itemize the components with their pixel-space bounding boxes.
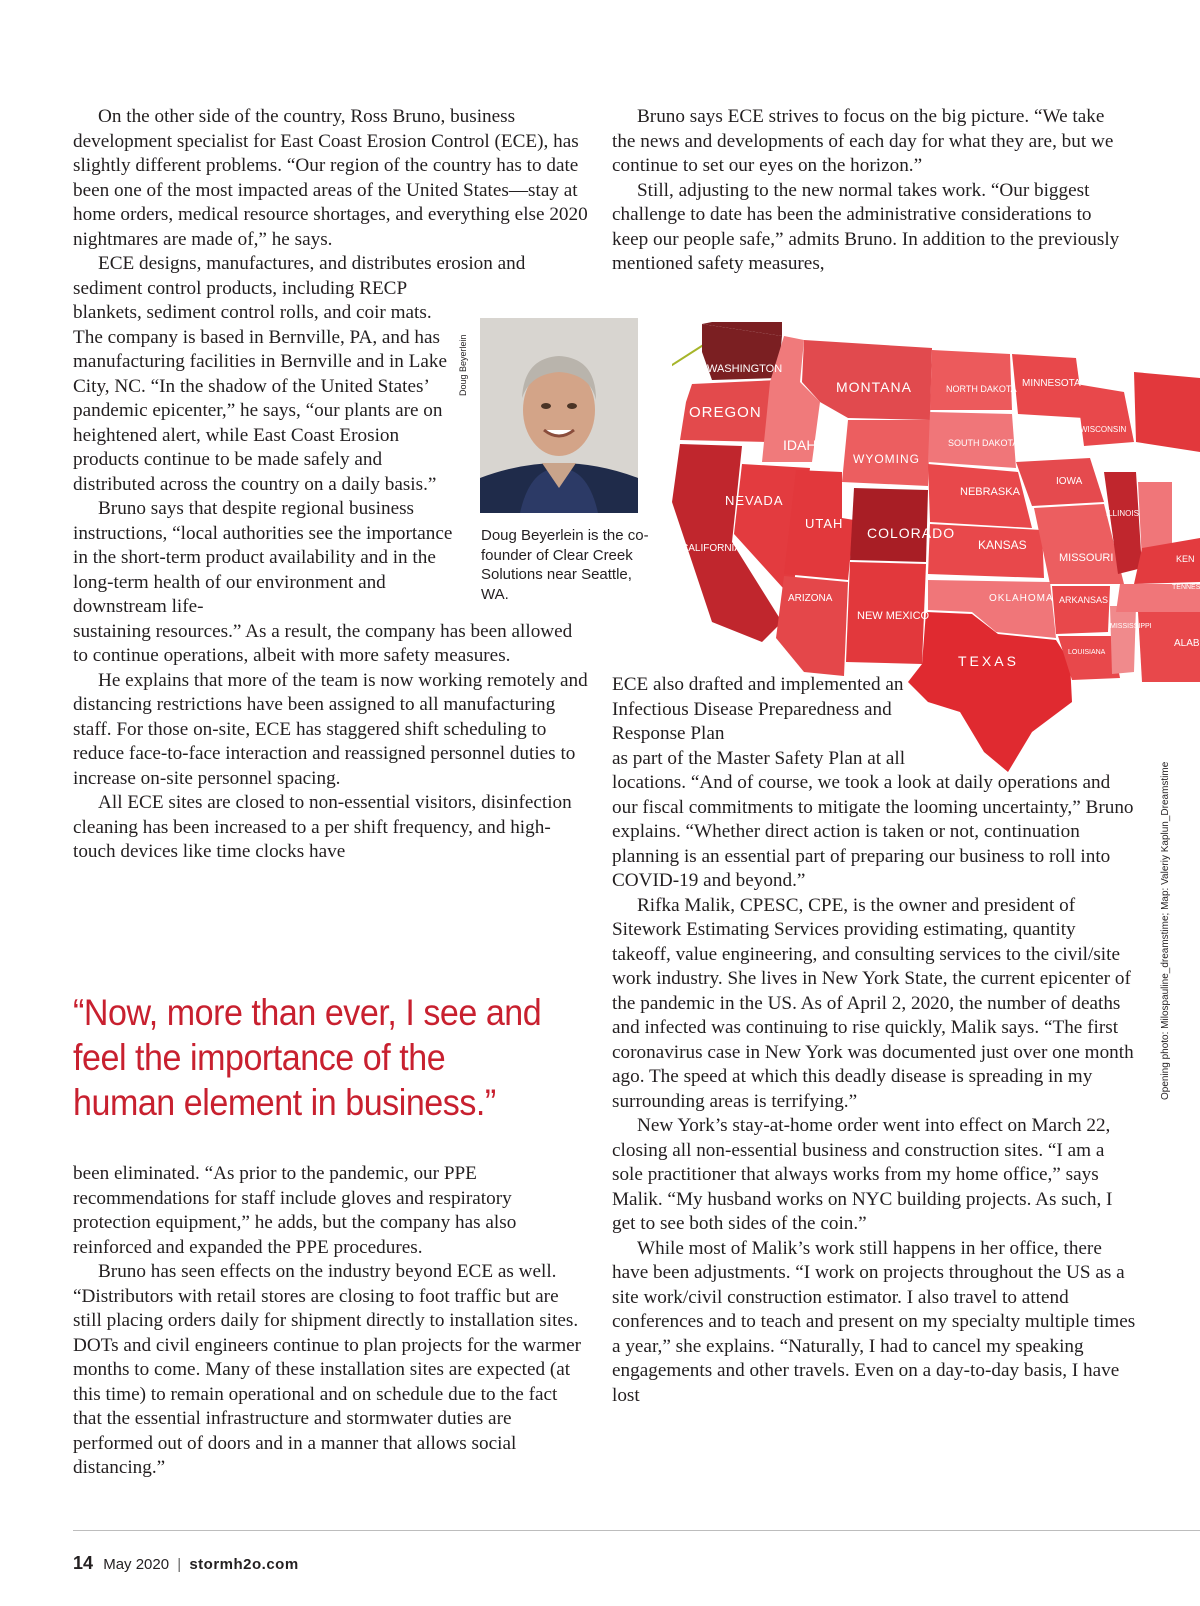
paragraph-line: as part of the Master Safety Plan at all	[612, 747, 906, 769]
paragraph-wrapped: sediment control products, including RECP blankets, sediment control rolls, and coir mats. The company is based in Bernville, PA, and has manufacturing facilities in Bernville and in Lake City, NC. “In the shadow of the United States’ pandemic epicenter,” he says, “our plants are on heightened alert, while East Coast Erosion products continue to be made safely and distributed across the country on a daily basis.”	[73, 277, 448, 495]
map-label-south-dakota: SOUTH DAKOTA	[948, 438, 1019, 448]
state-north-dakota	[930, 350, 1012, 410]
footer-separator: |	[177, 1556, 182, 1573]
map-label-arizona: ARIZONA	[788, 593, 833, 604]
paragraph: New York’s stay-at-home order went into effect on March 22, closing all non-essential business and construction sites. “I am a sole practitioner that always works from my home office,” says Malik. “My husband works on NYC building projects. As such, I get to see both sides of the coin.”	[612, 1115, 1113, 1234]
map-label-montana: MONTANA	[836, 379, 912, 395]
paragraph: While most of Malik’s work still happens in her office, there have been adjustments. “I work on projects throughout the US as a site work/civil construction estimator. I also travel to attend conferences and to teach and present on my specialty multiple times a year,” she explains. “Naturally, I had to cancel my speaking engagements and other travels. Even on a day-to-day basis, I have lost	[612, 1237, 1136, 1406]
map-label-north-dakota: NORTH DAKOTA	[946, 384, 1017, 394]
state-wisconsin	[1076, 384, 1134, 446]
map-label-oregon: OREGON	[689, 404, 762, 421]
paragraph: Bruno says ECE strives to focus on the big picture. “We take the news and developments of each day for what they are, but we continue to set our eyes on the horizon.”	[612, 106, 1114, 176]
map-label-mississippi: MISSISSIPPI	[1110, 623, 1152, 630]
paragraph: been eliminated. “As prior to the pandemic, our PPE recommendations for staff include gloves and respiratory protection equipment,” he adds, but the company has also reinforced and expanded the PPE procedures.	[73, 1163, 517, 1258]
paragraph: On the other side of the country, Ross Bruno, business development specialist for East Coast Erosion Control (ECE), has slightly different problems. “Our region of the country has to date been one of the most impacted areas of the United States—stay at home orders, medical resource shortages, and everything else 2020 nightmares are made of,” he says.	[73, 106, 588, 250]
column-2-top	[612, 105, 1127, 277]
paragraph: He explains that more of the team is now working remotely and distancing restrictions have been assigned to all manufacturing staff. For those on-site, ECE has staggered shift scheduling to reduce face-to-face interaction and reassigned personnel duties to increase on-site personnel spacing.	[73, 669, 588, 789]
paragraph-wrapped: ECE also drafted and implemented an Infectious Disease Preparedness and Response Plan	[612, 674, 904, 744]
photo-credit: Doug Beyerlein	[458, 334, 468, 396]
state-arizona	[776, 576, 848, 676]
map-label-wisconsin: WISCONSIN	[1080, 425, 1127, 434]
map-label-kentucky: KEN	[1176, 554, 1195, 564]
paragraph: Still, adjusting to the new normal takes work. “Our biggest challenge to date has been the administrative considerations to keep our people safe,” admits Bruno. In addition to the previously mentioned safety measures,	[612, 179, 1120, 274]
map-label-indiana: INDIA	[1174, 499, 1193, 506]
photo-caption: Doug Beyerlein is the co-founder of Clear Creek Solutions near Seattle, WA.	[481, 527, 649, 603]
map-label-wyoming: WYOMING	[853, 452, 920, 466]
paragraph: locations. “And of course, we took a look at daily operations and our fiscal commitments to mitigate the looming uncertainty,” Bruno explains. “Whether direct action is taken or not, continuation planning is an essential part of preparing our business to roll into COVID-19 and beyond.”	[612, 772, 1134, 891]
column-2-bottom	[612, 673, 1137, 1408]
website-link[interactable]: stormh2o.com	[189, 1556, 299, 1573]
paragraph-wrapped: Bruno says that despite regional business instructions, “local authorities see the importance in the short-term product availability and in the long-term health of our environment and downstream life-	[73, 498, 453, 617]
map-label-idaho: IDAHO	[783, 437, 828, 453]
map-label-california: CALIFORNIA	[681, 543, 742, 554]
map-label-tennessee: TENNES	[1172, 584, 1200, 591]
state-arkansas	[1052, 586, 1110, 634]
portrait-illustration	[480, 318, 638, 513]
map-label-louisiana: LOUISIANA	[1068, 649, 1106, 656]
map-label-new-mexico: NEW MEXICO	[857, 610, 930, 622]
page-footer	[73, 1553, 299, 1574]
footer-rule	[73, 1530, 1200, 1531]
map-label-iowa: IOWA	[1056, 476, 1083, 487]
page-number: 14	[73, 1553, 94, 1573]
paragraph: Rifka Malik, CPESC, CPE, is the owner and president of Sitework Estimating Services providing estimating, quantity takeoff, value engineering, and consulting services to the civil/site work industry. She lives in New York State, the current epicenter of the pandemic in the US. As of April 2, 2020, the number of deaths and infected was continuing to rise quickly, Malik says. “The first coronavirus case in New York was documented just over one month ago. The speed at which this deadly disease is spreading in my surrounding areas is terrifying.”	[612, 894, 1134, 1112]
map-label-alabama: ALAB	[1174, 638, 1200, 649]
map-label-arkansas: ARKANSAS	[1059, 595, 1109, 605]
state-mississippi	[1110, 606, 1136, 674]
map-label-missouri: MISSOURI	[1059, 552, 1114, 564]
paragraph: All ECE sites are closed to non-essential visitors, disinfection cleaning has been increased to a per shift frequency, and high-touch devices like time clocks have	[73, 792, 572, 862]
map-label-washington: WASHINGTON	[707, 363, 783, 375]
portrait-photo	[480, 318, 638, 513]
map-label-nebraska: NEBRASKA	[960, 486, 1020, 498]
image-credit: Opening photo: Milospauline_dreamstime; Map: Valeriy Kaplun_Dreamstime	[1160, 761, 1171, 1100]
map-label-minnesota: MINNESOTA	[1022, 378, 1081, 389]
map-label-oklahoma: OKLAHOMA	[989, 593, 1054, 604]
issue-date: May 2020	[103, 1556, 170, 1573]
map-label-colorado: COLORADO	[867, 525, 956, 541]
map-label-utah: UTAH	[805, 516, 844, 531]
map-label-kansas: KANSAS	[978, 538, 1027, 552]
column-1-bottom	[73, 1162, 588, 1481]
state-michigan	[1134, 372, 1200, 452]
pull-quote: “Now, more than ever, I see and feel the importance of the human element in business.”	[73, 992, 542, 1123]
map-label-illinois: ILLINOIS	[1106, 509, 1139, 518]
paragraph: sustaining resources.” As a result, the company has been allowed to continue operations, albeit with more safety measures.	[73, 620, 573, 666]
paragraph: ECE designs, manufactures, and distributes erosion and	[98, 253, 526, 274]
map-label-texas: TEXAS	[958, 653, 1019, 669]
paragraph: Bruno has seen effects on the industry beyond ECE as well. “Distributors with retail stores are closing to foot traffic but are still placing orders daily for shipment directly to installation sites. DOTs and civil engineers continue to plan projects for the warmer months to come. Many of these installation sites are expected (at this time) to remain operational and on schedule due to the fact that the essential infrastructure and stormwater duties are performed out of doors and in a manner that allows social distancing.”	[73, 1261, 582, 1478]
map-label-nevada: NEVADA	[725, 493, 784, 508]
